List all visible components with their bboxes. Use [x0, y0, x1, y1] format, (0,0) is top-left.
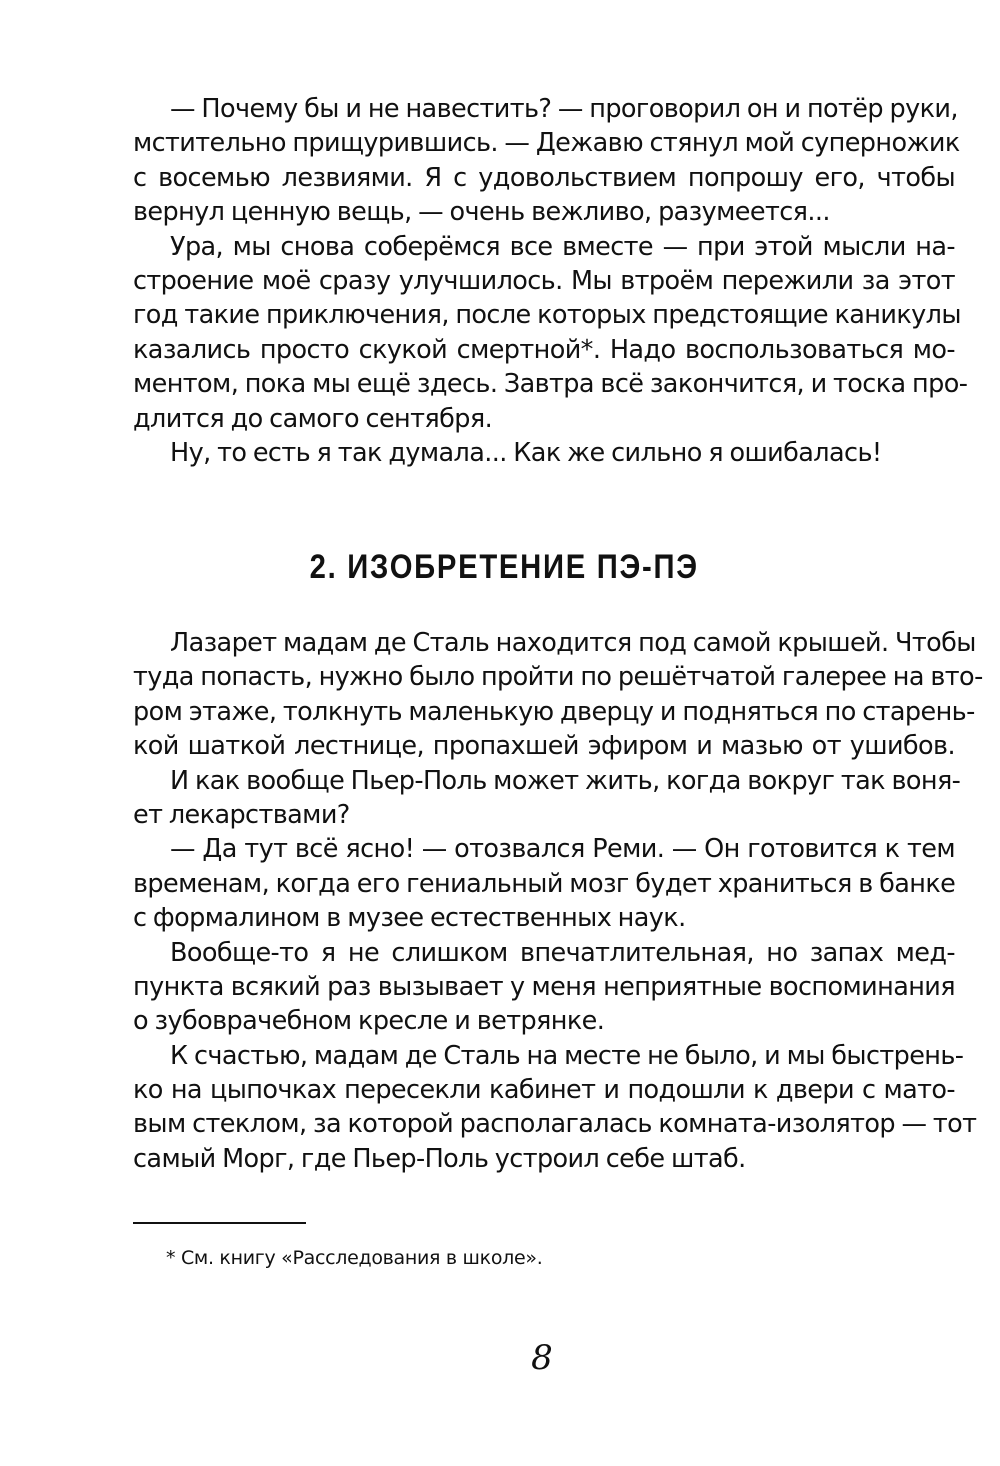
text-line: о зубоврачебном кресле и ветрянке.	[133, 1006, 605, 1037]
text-line: самый Морг, где Пьер-Поль устроил себе штаб.	[133, 1143, 746, 1174]
text-line: — Да тут всё ясно! — отозвался Реми. — Он готовится к тем	[170, 834, 955, 865]
footnote-divider	[133, 1222, 306, 1224]
text-line: вым стеклом, за которой располагалась комната-изолятор — тот	[133, 1109, 977, 1140]
text-line: казались просто скукой смертной*. Надо воспользоваться мо-	[133, 334, 955, 365]
text-line: с формалином в музее естественных наук.	[133, 903, 686, 934]
text-line: вернул ценную вещь, — очень вежливо, разумеется...	[133, 197, 830, 228]
text-line: мстительно прищурившись. — Дежавю стянул мой суперножик	[133, 128, 960, 159]
chapter-heading: 2. ИЗОБРЕТЕНИЕ ПЭ-ПЭ	[309, 548, 699, 586]
text-line: туда попасть, нужно было пройти по решётчатой галерее на вто-	[133, 662, 983, 693]
page-number: 8	[531, 1338, 553, 1378]
footnote: * См. книгу «Расследования в школе».	[166, 1247, 543, 1269]
text-line: длится до самого сентября.	[133, 403, 493, 434]
text-line: с восемью лезвиями. Я с удовольствием попрошу его, чтобы	[133, 162, 955, 193]
text-line: ментом, пока мы ещё здесь. Завтра всё закончится, и тоска про-	[133, 369, 968, 400]
text-line: Вообще-то я не слишком впечатлительная, но запах мед-	[170, 937, 955, 968]
text-line: временам, когда его гениальный мозг будет храниться в банке	[133, 868, 956, 899]
text-line: кой шаткой лестнице, пропахшей эфиром и мазью от ушибов.	[133, 731, 955, 762]
text-line: пункта всякий раз вызывает у меня неприятные воспоминания	[133, 971, 955, 1002]
text-line: И как вообще Пьер-Поль может жить, когда вокруг так воня-	[170, 765, 961, 796]
text-block-top	[133, 92, 968, 470]
text-line: — Почему бы и не навестить? — проговорил он и потёр руки,	[170, 94, 958, 124]
text-line: К счастью, мадам де Сталь на месте не было, и мы быстрень-	[170, 1040, 964, 1071]
text-line: Ура, мы снова соберёмся все вместе — при этой мысли на-	[170, 231, 955, 262]
text-line: ко на цыпочках пересекли кабинет и подошли к двери с мато-	[133, 1075, 955, 1106]
text-line: год такие приключения, после которых предстоящие каникулы	[133, 300, 961, 331]
text-block-bottom	[133, 626, 983, 1176]
text-line: ет лекарствами?	[133, 799, 350, 830]
text-line: строение моё сразу улучшилось. Мы втроём пережили за этот	[133, 265, 955, 296]
text-line: Лазарет мадам де Сталь находится под самой крышей. Чтобы	[170, 628, 976, 658]
text-line: Ну, то есть я так думала... Как же сильно я ошибалась!	[170, 437, 882, 468]
text-line: ром этаже, толкнуть маленькую дверцу и подняться по старень-	[133, 696, 975, 727]
